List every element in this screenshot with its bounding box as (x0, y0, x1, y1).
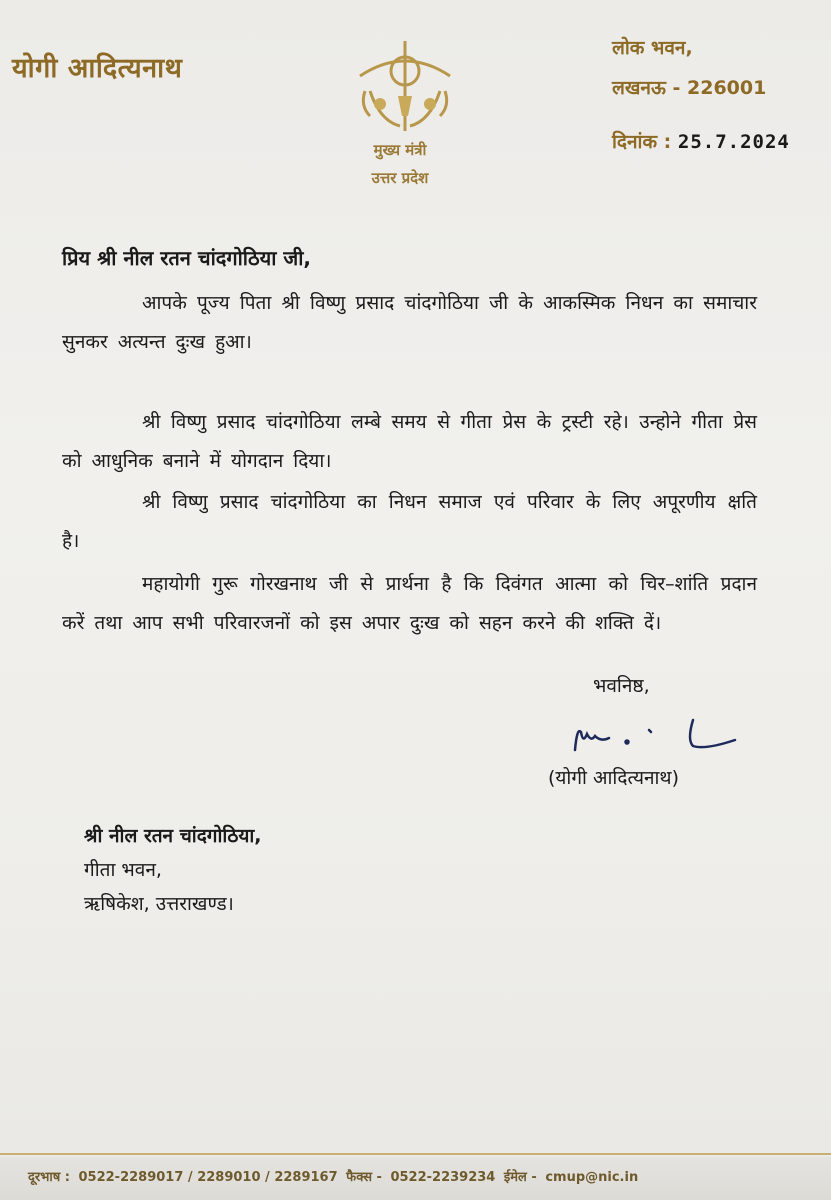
paragraph-condolence: आपके पूज्य पिता श्री विष्णु प्रसाद चांदगोठिया जी के आकस्मिक निधन का समाचार सुनकर अत्यन्त दुःख हुआ। (62, 292, 757, 353)
footer-contact (28, 1167, 642, 1185)
emblem-caption-state: उत्तर प्रदेश (371, 169, 429, 187)
fax-label: फैक्स - (346, 1170, 382, 1185)
footer-divider (0, 1153, 831, 1155)
salutation: प्रिय श्री नील रतन चांदगोठिया जी, (62, 246, 311, 270)
email-address: cmup@nic.in (545, 1170, 639, 1185)
signatory-name: (योगी आदित्यनाथ) (548, 767, 679, 789)
office-address-line2: लखनऊ - 226001 (612, 77, 767, 99)
date-label: दिनांक : (612, 131, 672, 153)
date-row (612, 128, 790, 154)
signature-icon (565, 712, 745, 762)
office-address-line1: लोक भवन, (612, 37, 693, 59)
addressee-name: श्री नील रतन चांदगोठिया, (84, 825, 262, 847)
date-value: 25.7.2024 (677, 131, 790, 153)
emblem-caption-designation: मुख्य मंत्री (373, 141, 427, 159)
phone-label: दूरभाष : (28, 1170, 70, 1185)
paragraph-gita-press: श्री विष्णु प्रसाद चांदगोठिया लम्बे समय से गीता प्रेस के ट्रस्टी रहे। उन्होने गीता प्रेस को आधुनिक बनाने में योगदान दिया। (62, 411, 757, 472)
paragraph-loss: श्री विष्णु प्रसाद चांदगोठिया का निधन समाज एवं परिवार के लिए अपूरणीय क्षति है। (62, 491, 757, 552)
state-emblem-icon (340, 36, 470, 136)
addressee-line3: ऋषिकेश, उत्तराखण्ड। (84, 893, 234, 915)
closing: भवनिष्ठ, (593, 675, 650, 697)
addressee-line2: गीता भवन, (84, 859, 162, 881)
fax-number: 0522-2239234 (390, 1170, 496, 1185)
paragraph-prayer: महायोगी गुरू गोरखनाथ जी से प्रार्थना है कि दिवंगत आत्मा को चिर–शांति प्रदान करें तथा आप सभी परिवारजनों को इस अपार दुःख को सहन करने की शक्ति दें। (62, 573, 757, 634)
letterhead-name: योगी आदित्यनाथ (12, 53, 183, 84)
email-label: ईमेल - (503, 1170, 537, 1185)
phone-numbers: 0522-2289017 / 2289010 / 2289167 (78, 1170, 338, 1185)
